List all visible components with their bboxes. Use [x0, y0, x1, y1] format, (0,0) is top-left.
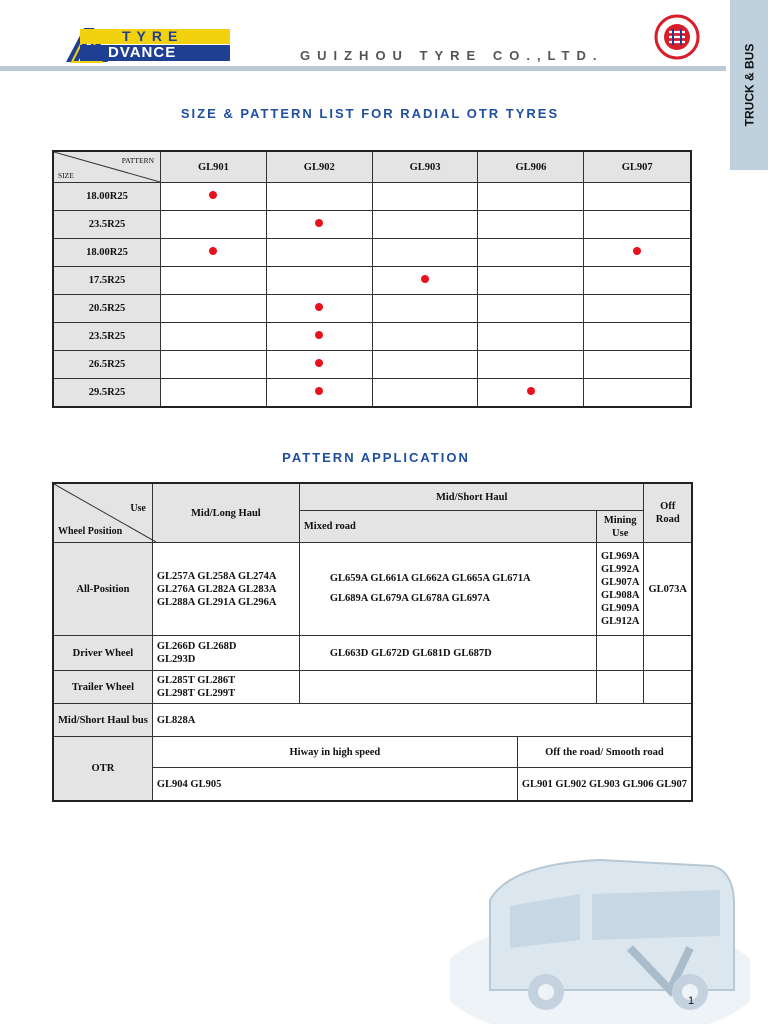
all-position-mixed-line: GL659A GL661A GL662A GL665A GL671A — [329, 573, 531, 584]
pattern-cell — [584, 295, 691, 323]
driver-mid-long-line: GL266D GL268D — [156, 641, 237, 652]
trailer-mixed-empty — [299, 671, 596, 704]
size-row — [53, 267, 691, 295]
pattern-cell — [372, 267, 478, 295]
pattern-cell — [584, 379, 691, 408]
size-row — [53, 351, 691, 379]
otr-hiway-patterns: GL904 GL905 — [152, 768, 517, 802]
row-otr-head — [53, 737, 692, 768]
driver-mixed: GL663D GL672D GL681D GL687D — [299, 636, 596, 671]
availability-dot-icon — [527, 387, 535, 395]
trailer-mid-long — [152, 671, 299, 704]
size-label: 18.00R25 — [53, 239, 161, 267]
pattern-cell — [266, 211, 372, 239]
size-table-header-row — [53, 151, 691, 183]
size-row — [53, 323, 691, 351]
trailer-mid-long-line: GL298T GL299T — [156, 688, 236, 699]
row-all-position — [53, 543, 692, 636]
pattern-cell — [372, 379, 478, 408]
bus-illustration-icon — [450, 840, 750, 1024]
pattern-header-gl906: GL906 — [478, 151, 584, 183]
pattern-cell — [372, 295, 478, 323]
logo-text-advance: DVANCE — [108, 44, 177, 61]
row-trailer-wheel — [53, 671, 692, 704]
corner-label-size: SIZE — [58, 171, 74, 180]
pattern-cell — [161, 267, 267, 295]
pattern-cell — [372, 183, 478, 211]
pattern-header-gl901: GL901 — [161, 151, 267, 183]
size-row — [53, 239, 691, 267]
page-number: 1 — [688, 995, 695, 1007]
pattern-cell — [584, 211, 691, 239]
pattern-cell — [584, 183, 691, 211]
side-tab-label: TRUCK & BUS — [742, 43, 757, 127]
pattern-header-gl903: GL903 — [372, 151, 478, 183]
size-row — [53, 379, 691, 408]
pattern-cell — [266, 183, 372, 211]
corner-label-use: Use — [130, 503, 146, 514]
pattern-cell — [372, 323, 478, 351]
pattern-cell — [161, 323, 267, 351]
availability-dot-icon — [209, 191, 217, 199]
pattern-header-gl902: GL902 — [266, 151, 372, 183]
size-label: 20.5R25 — [53, 295, 161, 323]
pattern-cell — [161, 239, 267, 267]
pattern-cell — [161, 379, 267, 408]
application-table-title: PATTERN APPLICATION — [282, 450, 470, 465]
pattern-cell — [161, 211, 267, 239]
all-position-mixed — [299, 543, 596, 636]
bus-pattern: GL828A — [152, 704, 692, 737]
pattern-header-gl907: GL907 — [584, 151, 691, 183]
pattern-cell — [478, 239, 584, 267]
mining-pattern: GL912A — [600, 616, 640, 627]
pattern-cell — [584, 323, 691, 351]
size-row — [53, 183, 691, 211]
pattern-cell — [372, 351, 478, 379]
pattern-cell — [478, 211, 584, 239]
company-name: GUIZHOU TYRE CO.,LTD. — [300, 48, 604, 63]
size-label: 17.5R25 — [53, 267, 161, 295]
pattern-cell — [266, 239, 372, 267]
pattern-cell — [161, 183, 267, 211]
availability-dot-icon — [315, 387, 323, 395]
pattern-cell — [584, 267, 691, 295]
mining-pattern: GL909A — [600, 603, 640, 614]
label-driver-wheel: Driver Wheel — [53, 636, 152, 671]
pattern-cell — [161, 351, 267, 379]
otr-hiway-head: Hiway in high speed — [152, 737, 517, 768]
header-mid-short-haul: Mid/Short Haul — [299, 483, 644, 511]
size-pattern-table — [52, 150, 692, 408]
availability-dot-icon — [315, 303, 323, 311]
size-label: 23.5R25 — [53, 323, 161, 351]
all-position-off-road: GL073A — [644, 543, 692, 636]
pattern-cell — [478, 351, 584, 379]
corner-label-wheel-position: Wheel Position — [58, 526, 123, 537]
pattern-application-table — [52, 482, 693, 802]
availability-dot-icon — [633, 247, 641, 255]
size-row — [53, 211, 691, 239]
driver-mid-long-line: GL293D — [156, 654, 196, 665]
trailer-mining-empty — [596, 671, 644, 704]
row-mid-short-haul-bus — [53, 704, 692, 737]
all-position-mixed-line: GL689A GL679A GL678A GL697A — [329, 593, 491, 604]
size-label: 26.5R25 — [53, 351, 161, 379]
trailer-mid-long-line: GL285T GL286T — [156, 675, 236, 686]
corner-label-pattern: PATTERN — [121, 156, 154, 165]
size-label: 29.5R25 — [53, 379, 161, 408]
availability-dot-icon — [315, 331, 323, 339]
size-row — [53, 295, 691, 323]
availability-dot-icon — [209, 247, 217, 255]
pattern-cell — [478, 323, 584, 351]
pattern-cell — [266, 379, 372, 408]
pattern-cell — [478, 183, 584, 211]
pattern-cell — [266, 323, 372, 351]
pattern-cell — [161, 295, 267, 323]
size-label: 18.00R25 — [53, 183, 161, 211]
driver-mining-empty — [596, 636, 644, 671]
advance-logo — [64, 26, 230, 64]
pattern-cell — [584, 239, 691, 267]
otr-offroad-head: Off the road/ Smooth road — [517, 737, 692, 768]
header-mixed-road: Mixed road — [299, 511, 596, 543]
header-off-road: Off Road — [644, 483, 692, 543]
availability-dot-icon — [315, 359, 323, 367]
label-all-position: All-Position — [53, 543, 152, 636]
pattern-cell — [584, 351, 691, 379]
application-corner — [53, 483, 152, 543]
all-position-mid-long-line: GL257A GL258A GL274A — [156, 570, 277, 582]
pattern-cell — [372, 211, 478, 239]
company-seal-icon — [654, 14, 700, 60]
mining-pattern: GL969A — [600, 551, 640, 562]
all-position-mid-long-line: GL288A GL291A GL296A — [156, 596, 277, 608]
pattern-cell — [266, 295, 372, 323]
pattern-cell — [266, 267, 372, 295]
driver-off-empty — [644, 636, 692, 671]
pattern-cell — [266, 351, 372, 379]
all-position-mining — [596, 543, 644, 636]
section-side-tab — [730, 0, 768, 170]
application-header-row-1 — [53, 483, 692, 511]
availability-dot-icon — [315, 219, 323, 227]
size-table-title: SIZE & PATTERN LIST FOR RADIAL OTR TYRES — [180, 106, 560, 121]
mining-pattern: GL992A — [600, 564, 640, 575]
header-rule — [0, 66, 726, 71]
size-label: 23.5R25 — [53, 211, 161, 239]
mining-pattern: GL907A — [600, 577, 640, 588]
trailer-off-empty — [644, 671, 692, 704]
row-driver-wheel — [53, 636, 692, 671]
pattern-cell — [478, 295, 584, 323]
all-position-mid-long — [152, 543, 299, 636]
otr-offroad-patterns: GL901 GL902 GL903 GL906 GL907 — [517, 768, 692, 802]
pattern-cell — [478, 379, 584, 408]
availability-dot-icon — [421, 275, 429, 283]
logo-text-tyre: TYRE — [122, 28, 184, 44]
pattern-cell — [372, 239, 478, 267]
label-trailer-wheel: Trailer Wheel — [53, 671, 152, 704]
label-mid-short-haul-bus: Mid/Short Haul bus — [53, 704, 152, 737]
label-otr: OTR — [53, 737, 152, 802]
mining-pattern: GL908A — [600, 590, 640, 601]
header-mining-use: Mining Use — [596, 511, 644, 543]
size-table-corner — [53, 151, 161, 183]
all-position-mid-long-line: GL276A GL282A GL283A — [156, 583, 277, 595]
driver-mid-long — [152, 636, 299, 671]
header-mid-long-haul: Mid/Long Haul — [152, 483, 299, 543]
pattern-cell — [478, 267, 584, 295]
